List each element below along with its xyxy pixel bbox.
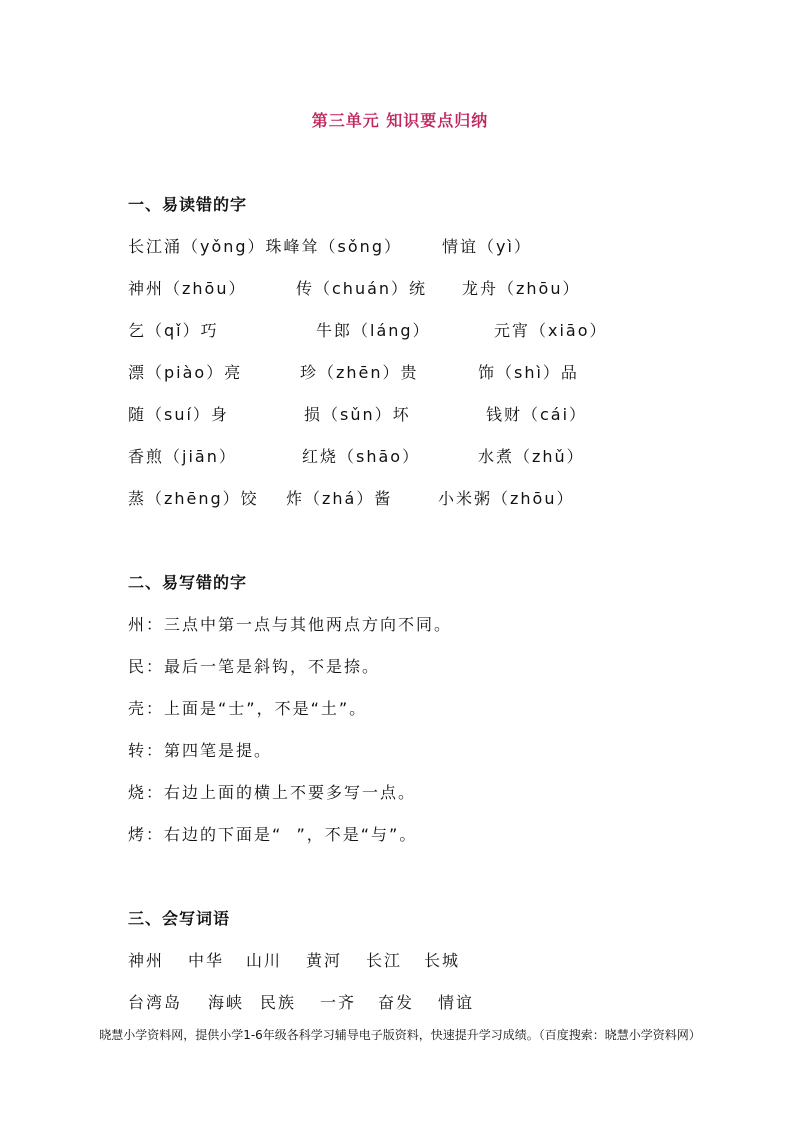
word-item: 钱财（cái） [486,405,588,424]
list-item [0,990,800,1012]
word-item: 山川 [246,951,283,970]
word-item: 饰（shì）品 [478,363,579,382]
word-item: 小米粥（zhōu） [438,489,575,508]
word-item: 神州（zhōu） [128,279,247,298]
list-item [0,318,800,340]
word-item: 长城 [424,951,461,970]
list-item [0,276,800,298]
list-item [0,444,800,466]
word-item: 情谊 [438,993,475,1012]
list-item [0,486,800,508]
list-item: 烤：右边的下面是“ ”，不是“与”。 [128,825,418,844]
section-heading-1: 一、易读错的字 [128,195,248,214]
word-item: 台湾岛 [128,993,183,1012]
word-item: 漂（piào）亮 [128,363,243,382]
word-item: 龙舟（zhōu） [462,279,581,298]
word-item: 长江涌（yǒng）珠峰耸（sǒng） [128,237,402,256]
word-item: 奋发 [378,993,415,1012]
word-item: 一齐 [320,993,357,1012]
word-item: 损（sǔn）坏 [304,405,411,424]
list-item [0,948,800,970]
word-item: 黄河 [306,951,343,970]
word-item: 牛郎（láng） [316,321,431,340]
word-item: 元宵（xiāo） [494,321,608,340]
list-item: 壳：上面是“士”，不是“土”。 [128,699,368,718]
list-item: 烧：右边上面的横上不要多写一点。 [128,783,417,802]
word-item: 传（chuán）统 [296,279,428,298]
word-item: 香煎（jiān） [128,447,237,466]
list-item: 转：第四笔是提。 [128,741,273,760]
word-item: 随（suí）身 [128,405,229,424]
word-item: 海峡 [208,993,245,1012]
section-heading-2: 二、易写错的字 [128,573,248,592]
word-item: 乞（qǐ）巧 [128,321,219,340]
word-item: 红烧（shāo） [302,447,421,466]
list-item: 民：最后一笔是斜钩，不是捺。 [128,657,381,676]
list-item [0,402,800,424]
list-item [0,360,800,382]
section-heading-3: 三、会写词语 [128,909,231,928]
word-item: 中华 [188,951,225,970]
word-item: 情谊（yì） [442,237,532,256]
word-item: 水煮（zhǔ） [478,447,585,466]
word-item: 蒸（zhēng）饺 [128,489,259,508]
word-item: 民族 [260,993,297,1012]
word-item: 炸（zhá）酱 [286,489,393,508]
word-item: 珍（zhēn）贵 [300,363,419,382]
list-item [0,234,800,256]
word-item: 长江 [366,951,403,970]
list-item: 州：三点中第一点与其他两点方向不同。 [128,615,453,634]
page-title: 第三单元 知识要点归纳 [311,111,489,130]
footer-note: 晓慧小学资料网，提供小学1-6年级各科学习辅导电子版资料，快速提升学习成绩。（百度搜索：晓慧小学资料网） [99,1028,701,1042]
word-item: 神州 [128,951,165,970]
